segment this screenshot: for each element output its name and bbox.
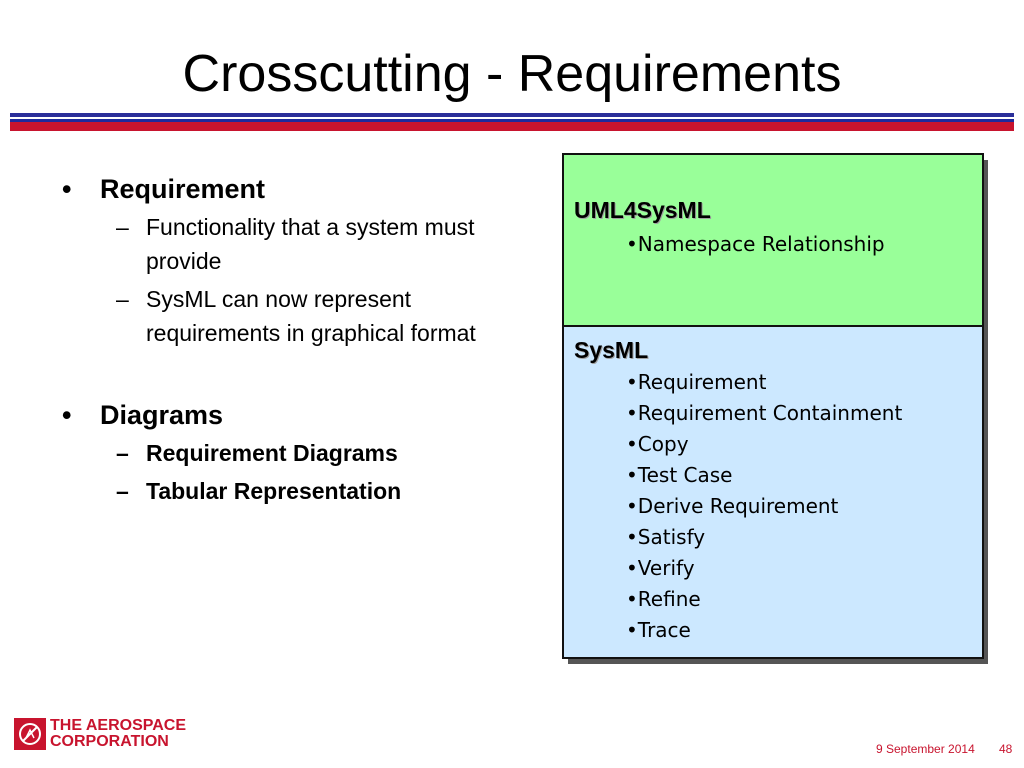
list-item: •Copy	[626, 432, 689, 456]
sub-bullet-item	[116, 436, 502, 470]
slide-title: Crosscutting - Requirements	[182, 45, 842, 103]
bullet-list	[62, 172, 502, 508]
dash-marker: –	[116, 286, 129, 312]
sub-bullet-item	[116, 282, 502, 350]
sysml-items	[626, 367, 902, 646]
aerospace-emblem-icon	[14, 718, 46, 750]
aerospace-logo	[14, 718, 186, 750]
list-item: •Satisfy	[626, 525, 706, 549]
list-item: •Test Case	[626, 463, 733, 487]
footer-date: 9 September 2014	[876, 742, 975, 756]
sysml-section	[564, 327, 982, 657]
bullet-item	[62, 398, 502, 432]
sub-bullet-text: SysML can now represent requirements in graphical format	[146, 286, 476, 346]
profile-box	[562, 153, 984, 659]
title-rule-red	[10, 122, 1014, 131]
logo-line-2: CORPORATION	[50, 733, 169, 750]
sub-bullet-item	[116, 474, 502, 508]
uml4sysml-items	[626, 229, 885, 260]
uml4sysml-heading: UML4SysML	[574, 197, 711, 223]
list-item: •Trace	[626, 618, 691, 642]
uml4sysml-section	[564, 155, 982, 327]
sub-bullet-text: Requirement Diagrams	[146, 440, 398, 466]
list-item: •Verify	[626, 556, 695, 580]
bullet-marker: •	[62, 174, 72, 204]
sub-bullet-text: Functionality that a system must provide	[146, 214, 475, 274]
dash-marker: –	[116, 478, 129, 504]
bullet-item	[62, 172, 502, 206]
list-item: •Requirement	[626, 370, 767, 394]
page-number: 48	[999, 742, 1013, 756]
list-item: •Derive Requirement	[626, 494, 839, 518]
sub-bullet-item	[116, 210, 502, 278]
logo-line-1: THE AEROSPACE	[50, 717, 187, 734]
bullet-marker: •	[62, 400, 72, 430]
sub-bullet-text: Tabular Representation	[146, 478, 402, 504]
list-item: •Refine	[626, 587, 701, 611]
bullet-label-diagrams: Diagrams	[100, 400, 224, 430]
list-item: •Requirement Containment	[626, 401, 903, 425]
dash-marker: –	[116, 440, 129, 466]
sysml-heading: SysML	[574, 337, 649, 363]
dash-marker: –	[116, 214, 129, 240]
logo-text	[50, 718, 186, 750]
bullet-label-requirement: Requirement	[100, 174, 266, 204]
list-item: •Namespace Relationship	[626, 232, 885, 256]
